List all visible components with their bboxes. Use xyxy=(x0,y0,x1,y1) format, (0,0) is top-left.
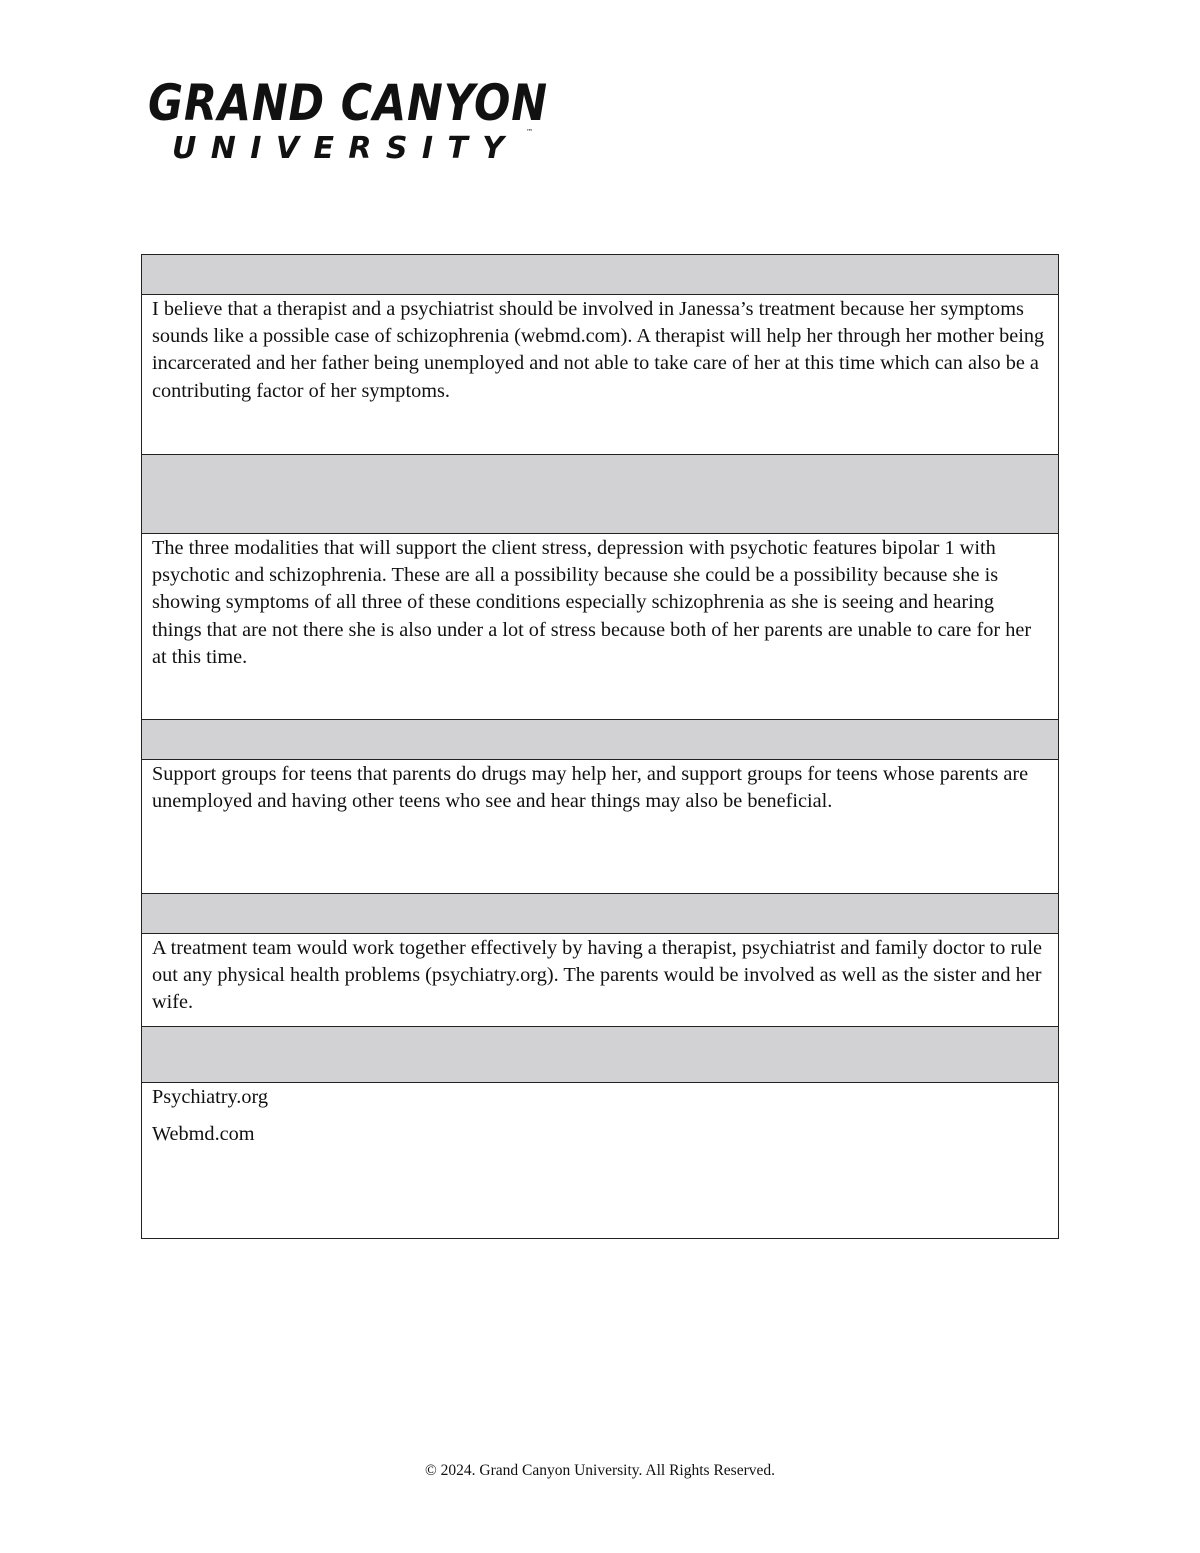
section-header-row xyxy=(142,1027,1059,1083)
logo-line1: GRAND CANYON xyxy=(148,74,548,132)
university-logo xyxy=(148,72,558,164)
section-header xyxy=(142,894,1059,934)
section-header xyxy=(142,255,1059,295)
section-header xyxy=(142,1027,1059,1083)
section-response xyxy=(142,295,1059,455)
section-response xyxy=(142,934,1059,1027)
references-row xyxy=(142,1083,1059,1239)
section-response-row xyxy=(142,760,1059,894)
section-response xyxy=(142,760,1059,894)
assignment-table xyxy=(141,254,1059,1239)
section-response-row xyxy=(142,295,1059,455)
logo-trademark: ™ xyxy=(526,128,533,136)
section-response-row xyxy=(142,934,1059,1027)
section-header xyxy=(142,720,1059,760)
reference-item: Webmd.com xyxy=(152,1123,255,1146)
section-header-row xyxy=(142,720,1059,760)
response-text: Support groups for teens that parents do drugs may help her, and support groups for teens whose parents are unemployed and having other teens who see and hear things may also be beneficial. xyxy=(152,763,1029,813)
section-response xyxy=(142,534,1059,720)
response-text: The three modalities that will support the client stress, depression with psychotic features bipolar 1 with psychotic and schizophrenia. These are all a possibility because she could be a possibility because she is showing symptoms of all three of these conditions especially schizophrenia as she is seeing and hearing things that are not there she is also under a lot of stress because both of her parents are unable to care for her at this time. xyxy=(152,537,1032,668)
section-header-row xyxy=(142,455,1059,534)
references-cell xyxy=(142,1083,1059,1239)
section-response-row xyxy=(142,534,1059,720)
section-header-row xyxy=(142,255,1059,295)
copyright-footer: © 2024. Grand Canyon University. All Rights Reserved. xyxy=(424,1462,775,1479)
section-header xyxy=(142,455,1059,534)
reference-item: Psychiatry.org xyxy=(152,1086,269,1108)
response-text: I believe that a therapist and a psychiatrist should be involved in Janessa’s treatment because her symptoms sounds like a possible case of schizophrenia (webmd.com). A therapist will help her through her mother being incarcerated and her father being unemployed and not able to take care of her at this time which can also be a contributing factor of her symptoms. xyxy=(152,298,1045,402)
section-header-row xyxy=(142,894,1059,934)
response-text: A treatment team would work together effectively by having a therapist, psychiatrist and family doctor to rule out any physical health problems (psychiatry.org). The parents would be involved as well as the sister and her wife. xyxy=(152,937,1043,1014)
logo-line2: UNIVERSITY xyxy=(172,131,520,164)
